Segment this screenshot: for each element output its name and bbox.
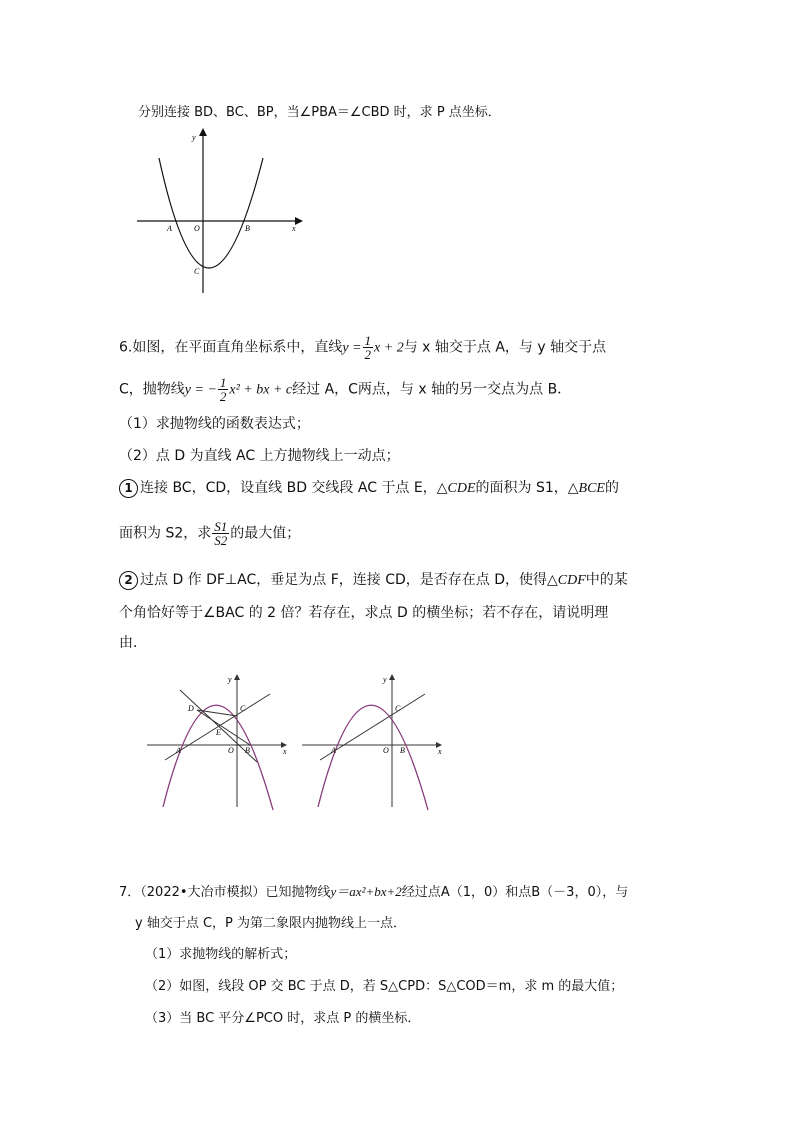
q6-sub2-text-b: 中的某 (585, 572, 628, 588)
q7-line1 (119, 882, 628, 903)
q5-fig-b-label: B (245, 224, 250, 233)
q6-fig2-c-label: C (395, 704, 401, 713)
q6-sub2-tri: △CDF (547, 573, 586, 588)
q5-fig-o-label: O (194, 224, 200, 233)
q6-sub2-circle-number: 2 (119, 571, 138, 590)
q6-line2-text-b: 经过 A，C两点，与 x 轴的另一交点为点 B． (292, 381, 572, 398)
q6-fig1-x-label: x (283, 747, 287, 756)
q5-fig-x-label: x (292, 224, 296, 233)
q6-line2-text: C，抛物线 (119, 381, 185, 398)
q6-sub1-tri1: △CDE (436, 481, 476, 496)
q6-sub1-line2 (119, 520, 300, 547)
q6-fig1-e-label: E (216, 728, 221, 737)
q6-sub1-frac-num: S1 (214, 519, 228, 534)
q6-line1-frac (363, 334, 374, 361)
q7-part2: （2）如图，线段 OP 交 BC 于点 D，若 S△CPD：S△COD＝m，求 m 的最大值； (145, 979, 624, 994)
q6-sub2-text-a: 过点 D 作 DF⊥AC，垂足为点 F，连接 CD，是否存在点 D，使得 (140, 572, 548, 588)
q6-line1 (119, 334, 606, 361)
q7-part1: （1）求抛物线的解析式； (145, 947, 297, 962)
q5-parabola-figure (135, 128, 305, 298)
q6-sub2-line2: 个角恰好等于∠BAC 的 2 倍？若存在，求点 D 的横坐标；若不存在，请说明理 (119, 605, 609, 621)
q6-fig2-y-label: y (383, 675, 387, 684)
q6-fig1-o-label: O (228, 746, 234, 755)
q6-line1-eq-post: x + 2 (374, 340, 404, 356)
q6-line2 (119, 376, 571, 403)
q6-line2-eq-post: x² + bx + c (229, 382, 293, 398)
q7-line1-text-c: A（1，0）和点 (440, 885, 532, 900)
q7-line1-text-d: B（－3，0），与 (531, 885, 629, 900)
q6-sub2-line1 (119, 570, 628, 591)
q6-sub1-line2-text-a: 面积为 S2，求 (119, 525, 212, 542)
q6-fig2-o-label: O (383, 746, 389, 755)
q6-figure-2 (300, 672, 450, 812)
q6-line2-frac-num: 1 (219, 375, 227, 390)
q6-line1-frac-den: 2 (364, 347, 372, 362)
q6-fig2-x-label: x (438, 747, 442, 756)
q6-sub1-line1 (119, 478, 619, 499)
q6-sub2-line3: 由． (119, 635, 147, 651)
q6-sub1-tri2: △BCE (567, 481, 605, 496)
q6-line2-eq-pre: y = − (184, 382, 217, 398)
q7-line1-text-b: 经过点 (401, 885, 441, 900)
q6-fig1-a-label: A (176, 746, 181, 755)
q6-sub1-text-c: 的 (604, 480, 619, 496)
q6-line2-frac-den: 2 (219, 389, 227, 404)
q5-fig-c-label: C (194, 267, 200, 276)
q6-sub1-line2-text-b: 的最大值； (230, 525, 301, 542)
q6-part1: （1）求抛物线的函数表达式； (119, 416, 310, 432)
q6-part2: （2）点 D 为直线 AC 上方抛物线上一动点； (119, 448, 400, 464)
q7-line1-eq: y＝ax²+bx+2 (330, 884, 402, 899)
q7-part3: （3）当 BC 平分∠PCO 时，求点 P 的横坐标． (145, 1011, 421, 1026)
q5-fig-a-label: A (167, 224, 172, 233)
q6-line1-text-b: 与 x 轴交于点 A，与 y 轴交于点 (403, 339, 607, 356)
q6-sub1-frac (212, 520, 229, 547)
q6-sub1-frac-den: S2 (214, 533, 228, 548)
q5-fig-y-label: y (192, 133, 196, 142)
q6-sub1-text-a: 连接 BC，CD，设直线 BD 交线段 AC 于点 E， (140, 480, 437, 496)
q6-sub1-circle-number: 1 (119, 479, 138, 498)
q6-figure-1 (145, 672, 295, 812)
q6-line1-frac-num: 1 (364, 333, 372, 348)
q6-fig1-d-label: D (188, 704, 194, 713)
q6-line1-text: 6.如图，在平面直角坐标系中，直线 (119, 339, 343, 356)
q6-fig2-a-label: A (331, 746, 336, 755)
q6-line2-frac (218, 376, 229, 403)
q6-line1-eq-pre: y = (342, 340, 362, 356)
q6-fig1-b-label: B (245, 746, 250, 755)
q7-line2: y 轴交于点 C，P 为第二象限内抛物线上一点． (135, 916, 407, 931)
q6-fig1-c-label: C (240, 704, 246, 713)
q6-fig2-b-label: B (400, 746, 405, 755)
q6-fig1-y-label: y (228, 675, 232, 684)
q5-line: 分别连接 BD、BC、BP，当∠PBA＝∠CBD 时，求 P 点坐标． (138, 105, 501, 120)
q7-line1-text-a: 7．（2022•大冶市模拟）已知抛物线 (119, 885, 331, 900)
q6-sub1-text-b: 的面积为 S1， (475, 480, 568, 496)
